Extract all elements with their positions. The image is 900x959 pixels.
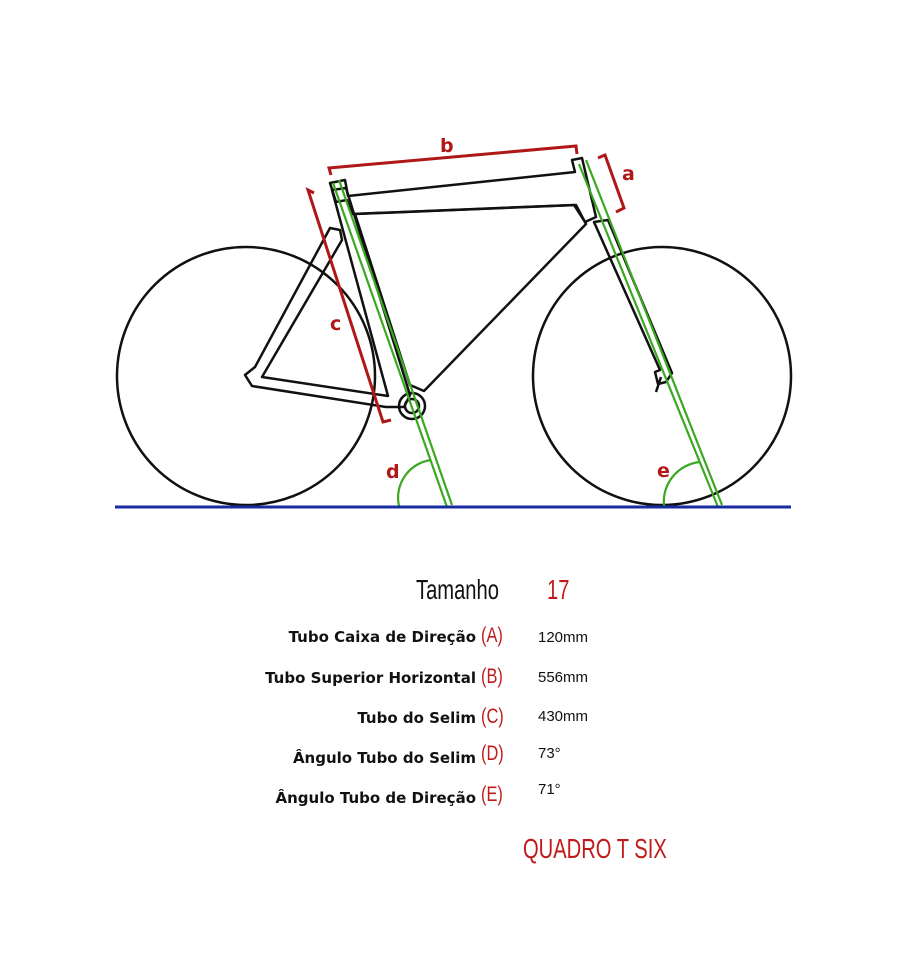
spec-value-c: 430mm <box>538 708 589 725</box>
spec-value-d: 73° <box>538 745 561 762</box>
spec-value-a: 120mm <box>538 629 589 646</box>
spec-value-e: 71° <box>538 781 561 798</box>
spec-code-b: (B) <box>481 665 503 688</box>
dim-label-b: b <box>440 135 454 157</box>
seat-angle-arc <box>398 460 431 506</box>
spec-label-a: Tubo Caixa de Direção <box>288 628 476 646</box>
spec-label-b: Tubo Superior Horizontal <box>265 669 476 687</box>
dim-label-e: e <box>657 460 670 482</box>
spec-code-e: (E) <box>481 783 503 806</box>
frame-model-title: QUADRO T SIX <box>523 833 667 864</box>
size-label: Tamanho <box>416 574 499 605</box>
bracket-a <box>598 155 624 212</box>
spec-label-d: Ângulo Tubo do Selim <box>292 749 476 767</box>
dim-label-a: a <box>622 163 635 185</box>
spec-label-e: Ângulo Tubo de Direção <box>275 789 476 807</box>
bracket-c <box>308 190 391 422</box>
size-value: 17 <box>547 574 570 605</box>
spec-label-c: Tubo do Selim <box>357 709 476 727</box>
spec-code-a: (A) <box>481 624 503 647</box>
dim-label-d: d <box>386 461 400 483</box>
spec-value-b: 556mm <box>538 669 589 686</box>
dim-label-c: c <box>330 313 342 335</box>
spec-code-d: (D) <box>481 742 504 765</box>
spec-code-c: (C) <box>481 705 504 728</box>
dimension-brackets <box>308 146 624 422</box>
